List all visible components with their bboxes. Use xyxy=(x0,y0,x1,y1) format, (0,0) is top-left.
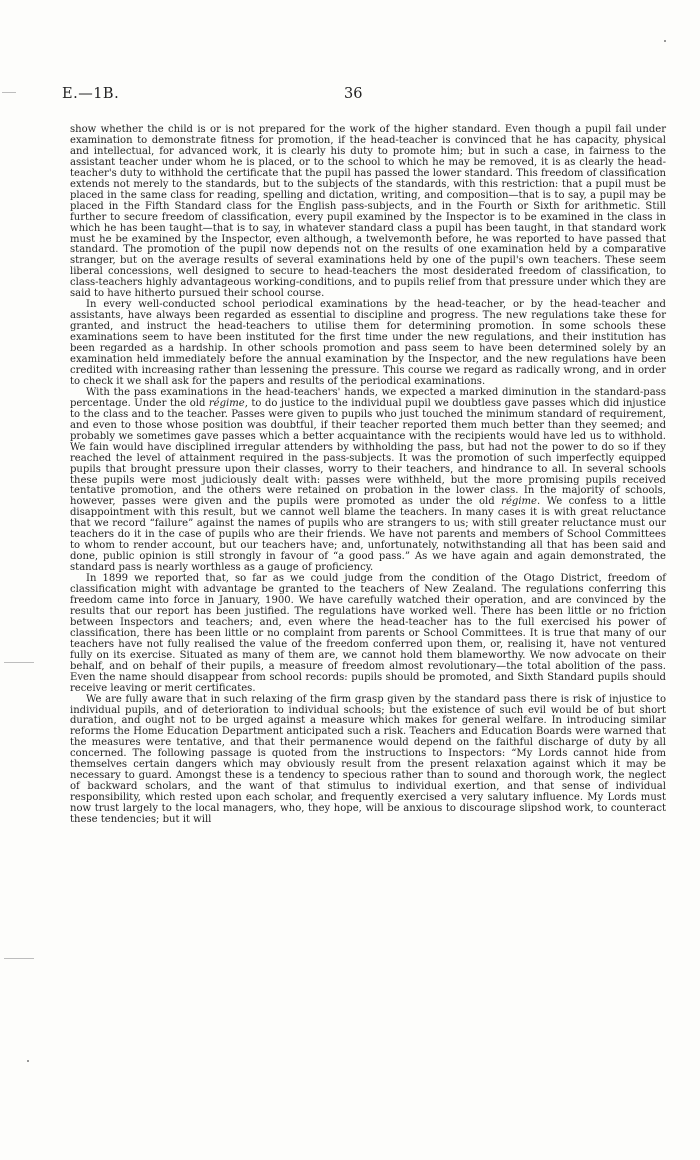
scan-speck xyxy=(664,40,666,42)
page-number: 36 xyxy=(344,86,363,102)
scan-mark xyxy=(4,958,34,959)
paragraph: show whether the child is or is not prepared for the work of the higher standard. Even though a pupil fail under examination to demonstrate fitness for promotion, if the head-teacher is convinced that he has capacity, physical and intellectual, for advanced work, it is clearly his duty to promote him; but in such a case, in fairness to the assistant teacher under whom he is placed, or to the school to which he may be removed, it is as clearly the head-teacher's duty to withhold the certificate that the pupil has passed the lower standard. This freedom of classification extends not merely to the standards, but to the subjects of the standards, with this restriction: that a pupil must be placed in the same class for reading, spelling and dictation, writing, and composition—that is to say, a pupil may be placed in the Fifth Standard class for the English pass-subjects, and in the Fourth or Sixth for arithmetic. Still further to secure freedom of classification, every pupil examined by the Inspector is to be examined in the class in which he has been taught—that is to say, in whatever standard class a pupil has been taught, in that standard work must he be examined by the Inspector, even although, a twelvemonth before, he was reported to have passed that standard. The promotion of the pupil now depends not on the results of one examination held by a comparative stranger, but on the average results of several examinations held by one of the pupil's own teachers. These seem liberal concessions, well designed to secure to head-teachers the most desiderated freedom of classification, to class-teachers highly advantageous working-conditions, and to pupils relief from that pressure under which they are said to have hitherto pursued their school course. xyxy=(70,124,666,300)
paragraph: We are fully aware that in such relaxing of the firm grasp given by the standard pass there is risk of injustice to individual pupils, and of deterioration to individual schools; but the existence of such evil would be of but short duration, and ought not to be urged against a measure which makes for general welfare. In introducing similar reforms the Home Education Department anticipated such a risk. Teachers and Education Boards were warned that the measures were tentative, and that their permanence would depend on the faithful discharge of duty by all concerned. The following passage is quoted from the instructions to Inspectors: “My Lords cannot hide from themselves certain dangers which may obviously result from the present relaxation against which it may be necessary to guard. Amongst these is a tendency to specious rather than to sound and thorough work, the neglect of backward scholars, and the want of that stimulus to individual exertion, and that sense of individual responsibility, which rested upon each scholar, and frequently exercised a very salutary influence. My Lords must now trust largely to the local managers, who, they hope, will be anxious to discourage slipshod work, to counteract these tendencies; but it will xyxy=(70,693,666,826)
paragraph xyxy=(70,388,666,574)
document-reference: E.—1B. xyxy=(62,86,120,102)
page-header xyxy=(62,86,642,108)
paragraph-text: , to do justice to the individual pupil we doubtless gave passes which did injustice to the class and to the teacher. Passes were given to pupils who just touched the minimum standard of requirement, and even to those whose position was doubtful, if their teacher reported them much better than they seemed; and probably we sometimes gave passes which a better acquaintance with the recipients would have led us to withhold. We fain would have disciplined irregular attenders by withholding the pass, but had not the power to do so if they reached the level of attainment required in the pass-subjects. It was the promotion of such imperfectly equipped pupils that brought pressure upon their classes, worry to their teachers, and hindrance to all. In several schools these pupils were most judiciously dealt with: passes were withheld, but the more promising pupils received tentative promotion, and the others were retained on probation in the lower class. In the majority of schools, however, passes were given and the pupils were promoted as under the old xyxy=(70,397,666,508)
scan-mark xyxy=(4,662,34,663)
paragraph-text: . We confess to a little disappointment with this result, but we cannot well blame the teachers. In many cases it is with great reluctance that we record “failure” against the names of pupils who are strangers to us; with still greater reluctance must our teachers do it in the case of pupils who are their friends. We have not parents and members of School Committees to whom to render account, but our teachers have; and, unfortunately, notwithstanding all that has been said and done, public opinion is still strongly in favour of “a good pass.” As we have again and again demonstrated, the standard pass is nearly worthless as a gauge of proficiency. xyxy=(70,496,666,574)
scan-mark xyxy=(2,92,16,93)
body-text xyxy=(70,125,666,826)
paragraph: In 1899 we reported that, so far as we could judge from the condition of the Otago District, freedom of classification might with advantage be granted to the teachers of New Zealand. The regulations conferring this freedom came into force in January, 1900. We have carefully watched their operation, and are convinced by the results that our report has been justified. The regulations have worked well. There has been little or no friction between Inspectors and teachers; and, even where the head-teacher has to the full exercised his power of classification, there has been little or no complaint from parents or School Committees. It is true that many of our teachers have not fully realised the value of the freedom conferred upon them, or, realising it, have not ventured fully on its exercise. Situated as many of them are, we cannot hold them blameworthy. We now advocate on their behalf, and on behalf of their pupils, a measure of freedom almost revolutionary—the total abolition of the pass. Even the name should disappear from school records: pupils should be promoted, and Sixth Standard pupils should receive leaving or merit certificates. xyxy=(70,573,666,694)
paragraph-text: With the pass examinations in the head-teachers' hands, we expected a marked diminution in the standard-pass percentage. Under the old xyxy=(70,386,666,409)
scan-speck xyxy=(27,1060,29,1062)
paragraph: In every well-conducted school periodical examinations by the head-teacher, or by the head-teacher and assistants, have always been regarded as essential to discipline and progress. The new regulations take these for granted, and instruct the head-teachers to utilise them for determining promotion. In some schools these examinations seem to have been instituted for the first time under the new regulations, and their institution has been regarded as a hardship. In other schools promotion and pass seem to have been determined solely by an examination held immediately before the annual examination by the Inspector, and the new regulations have been credited with increasing rather than lessening the pressure. This course we regard as radically wrong, and in order to check it we shall ask for the papers and results of the periodical examinations. xyxy=(70,299,666,387)
italic-term: régime xyxy=(208,397,245,409)
italic-term: régime xyxy=(501,496,538,508)
